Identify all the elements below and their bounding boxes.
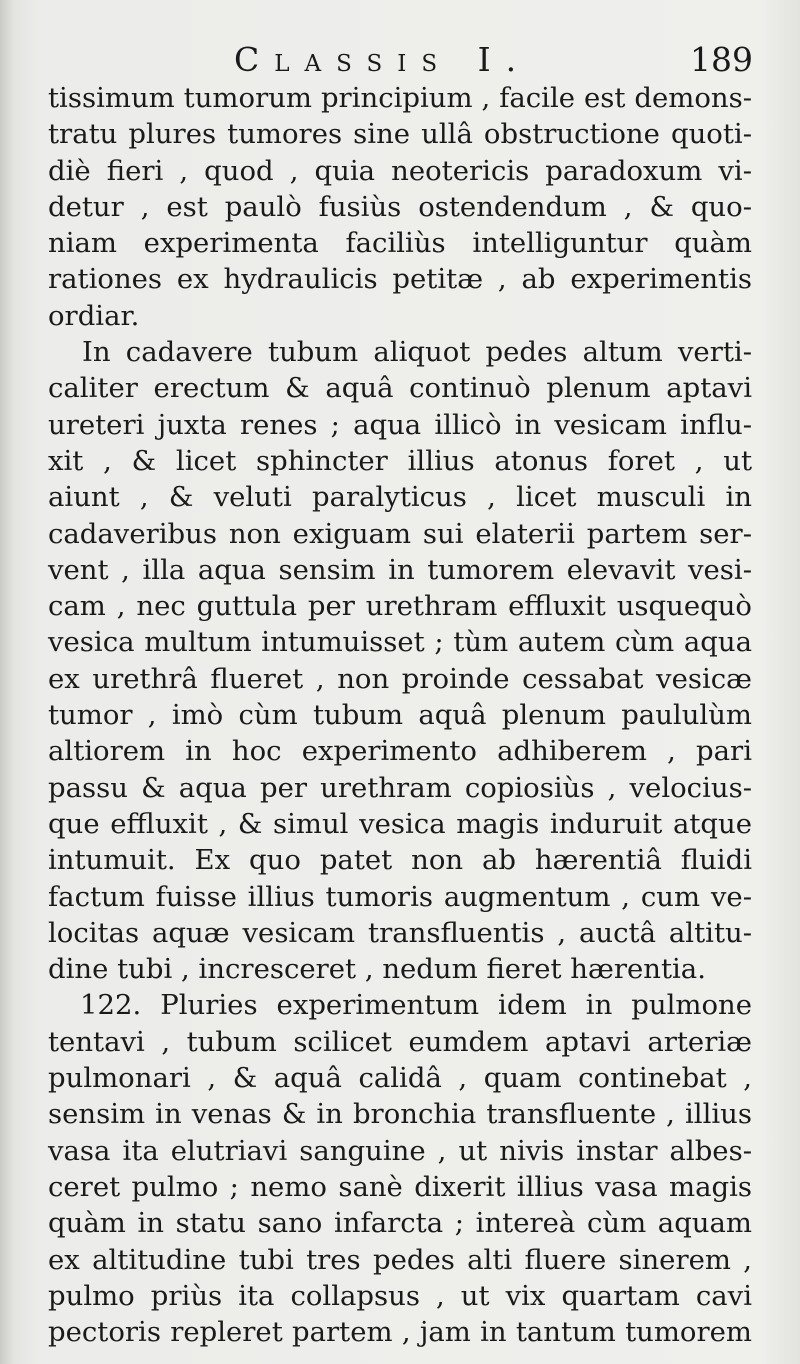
text-line: sensim in venas & in bronchia transfluente , illius xyxy=(48,1098,752,1131)
text-line: cam , nec guttula per urethram effluxit usquequò xyxy=(48,590,752,623)
text-line: vent , illa aqua sensim in tumorem elevavit vesi- xyxy=(48,553,752,586)
text-line: vesica multum intumuisset ; tùm autem cùm aqua xyxy=(48,626,752,659)
text-line: ordiar. xyxy=(48,299,140,332)
text-line: vasa ita elutriavi sanguine , ut nivis instar albes- xyxy=(48,1134,752,1167)
text-line: ex altitudine tubi tres pedes alti fluere sinerem , xyxy=(48,1243,752,1276)
running-head: Classis I. xyxy=(234,40,532,79)
text-line: pulmonari , & aquâ calidâ , quam continebat , xyxy=(48,1062,752,1095)
text-line: niam experimenta faciliùs intelliguntur quàm xyxy=(48,227,752,260)
paragraph-first-line: 122. Pluries experimentum idem in pulmone xyxy=(80,989,752,1022)
text-line: xit , & licet sphincter illius atonus foret , ut xyxy=(48,444,752,477)
text-line: pulmo priùs ita collapsus , ut vix quartam cavi xyxy=(48,1279,752,1312)
text-line: detur , est paulò fusiùs ostendendum , & quo- xyxy=(48,190,752,223)
text-line: que effluxit , & simul vesica magis induruit atque xyxy=(48,807,752,840)
text-line: factum fuisse illius tumoris augmentum , cum ve- xyxy=(48,880,752,913)
text-line: ex urethrâ flueret , non proinde cessabat vesicæ xyxy=(48,662,752,695)
text-line: quàm in statu sano infarcta ; intereà cùm aquam xyxy=(48,1207,752,1240)
text-line: tissimum tumorum principium , facile est demons- xyxy=(48,82,752,114)
text-line: rationes ex hydraulicis petitæ , ab experimentis xyxy=(48,263,752,296)
text-line: altiorem in hoc experimento adhiberem , pari xyxy=(48,735,752,768)
text-line: ceret pulmo ; nemo sanè dixerit illius vasa magis xyxy=(48,1170,752,1203)
text-line: tratu plures tumores sine ullâ obstructione quoti- xyxy=(48,118,752,151)
text-line: dine tubi , incresceret , nedum fieret hærentia. xyxy=(48,953,706,986)
text-line: locitas aquæ vesicam transfluentis , auctâ altitu- xyxy=(48,916,752,949)
text-line: passu & aqua per urethram copiosiùs , velocius- xyxy=(48,771,752,804)
text-line: aiunt , & veluti paralyticus , licet musculi in xyxy=(48,481,752,514)
text-line: caliter erectum & aquâ continuò plenum aptavi xyxy=(48,372,752,405)
body-text xyxy=(48,80,752,1350)
text-line: pectoris repleret partem , jam in tantum tumorem xyxy=(48,1316,752,1349)
text-line: intumuit. Ex quo patet non ab hærentiâ fluidi xyxy=(48,844,752,877)
page-number: 189 xyxy=(690,40,753,79)
text-line: ureteri juxta renes ; aqua illicò in vesicam influ- xyxy=(48,408,752,441)
text-line: diè fieri , quod , quia neotericis paradoxum vi- xyxy=(48,154,752,187)
paragraph-first-line: In cadavere tubum aliquot pedes altum verti- xyxy=(82,336,752,369)
text-line: tentavi , tubum scilicet eumdem aptavi arteriæ xyxy=(48,1025,752,1058)
text-line: cadaveribus non exiguam sui elaterii partem ser- xyxy=(48,517,752,550)
text-line: tumor , imò cùm tubum aquâ plenum paululùm xyxy=(48,699,752,732)
